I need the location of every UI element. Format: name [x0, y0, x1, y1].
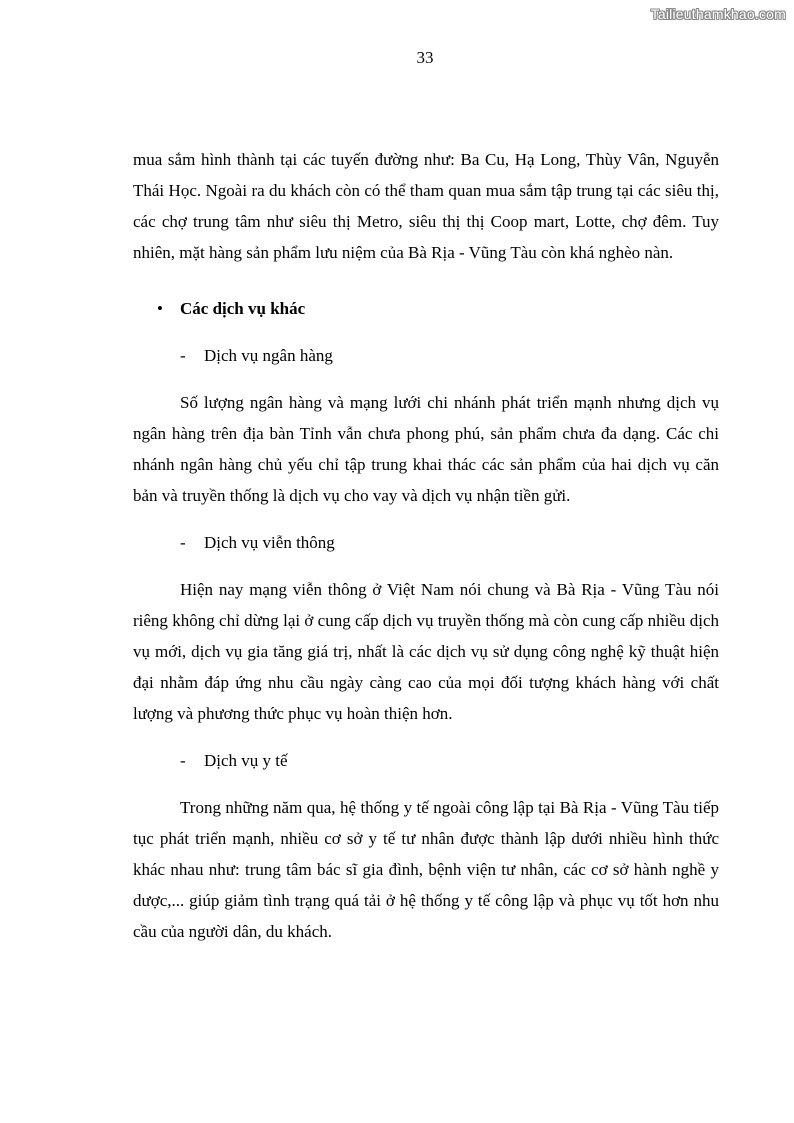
- subsection-title-text: Dịch vụ y tế: [204, 751, 288, 770]
- section-heading-text: Các dịch vụ khác: [180, 299, 306, 318]
- dash-marker: -: [180, 751, 186, 770]
- healthcare-paragraph: Trong những năm qua, hệ thống y tế ngoài công lập tại Bà Rịa - Vũng Tàu tiếp tục phát triển mạnh, nhiều cơ sở y tế tư nhân được thành lập dưới nhiều hình thức khác nhau như: trung tâm bác sĩ gia đình, bệnh viện tư nhân, các cơ sở hành nghề y dược,... giúp giảm tình trạng quá tải ở hệ thống y tế công lập và phục vụ tốt hơn nhu cầu của người dân, du khách.: [133, 798, 719, 941]
- subsection-title-banking: [133, 340, 719, 371]
- banking-paragraph: Số lượng ngân hàng và mạng lưới chi nhánh phát triển mạnh nhưng dịch vụ ngân hàng trên địa bàn Tỉnh vẫn chưa phong phú, sản phẩm chưa đa dạng. Các chi nhánh ngân hàng chủ yếu chỉ tập trung khai thác các sản phẩm của hai dịch vụ căn bản và truyền thống là dịch vụ cho vay và dịch vụ nhận tiền gửi.: [133, 393, 719, 505]
- subsection-title-telecom: [133, 527, 719, 558]
- dash-marker: -: [180, 533, 186, 552]
- section-heading: [133, 293, 719, 324]
- bullet-icon: •: [157, 299, 163, 318]
- subsection-title-healthcare: [133, 745, 719, 776]
- subsection-title-text: Dịch vụ ngân hàng: [204, 346, 333, 365]
- dash-marker: -: [180, 346, 186, 365]
- document-body: [133, 144, 719, 947]
- page-number: 33: [416, 48, 434, 67]
- watermark-text: Tailieuthamkhao.com: [650, 6, 786, 22]
- intro-paragraph: mua sắm hình thành tại các tuyến đường như: Ba Cu, Hạ Long, Thùy Vân, Nguyễn Thái Học. Ngoài ra du khách còn có thể tham quan mua sắm tập trung tại các siêu thị, các chợ trung tâm như siêu thị Metro, siêu thị thị Coop mart, Lotte, chợ đêm. Tuy nhiên, mặt hàng sản phẩm lưu niệm của Bà Rịa - Vũng Tàu còn khá nghèo nàn.: [133, 150, 719, 262]
- subsection-title-text: Dịch vụ viễn thông: [204, 533, 335, 552]
- telecom-paragraph: Hiện nay mạng viễn thông ở Việt Nam nói chung và Bà Rịa - Vũng Tàu nói riêng không chỉ dừng lại ở cung cấp dịch vụ truyền thống mà còn cung cấp nhiều dịch vụ mới, dịch vụ gia tăng giá trị, nhất là các dịch vụ sử dụng công nghệ kỹ thuật hiện đại nhằm đáp ứng nhu cầu ngày càng cao của mọi đối tượng khách hàng với chất lượng và phương thức phục vụ hoàn thiện hơn.: [133, 580, 719, 723]
